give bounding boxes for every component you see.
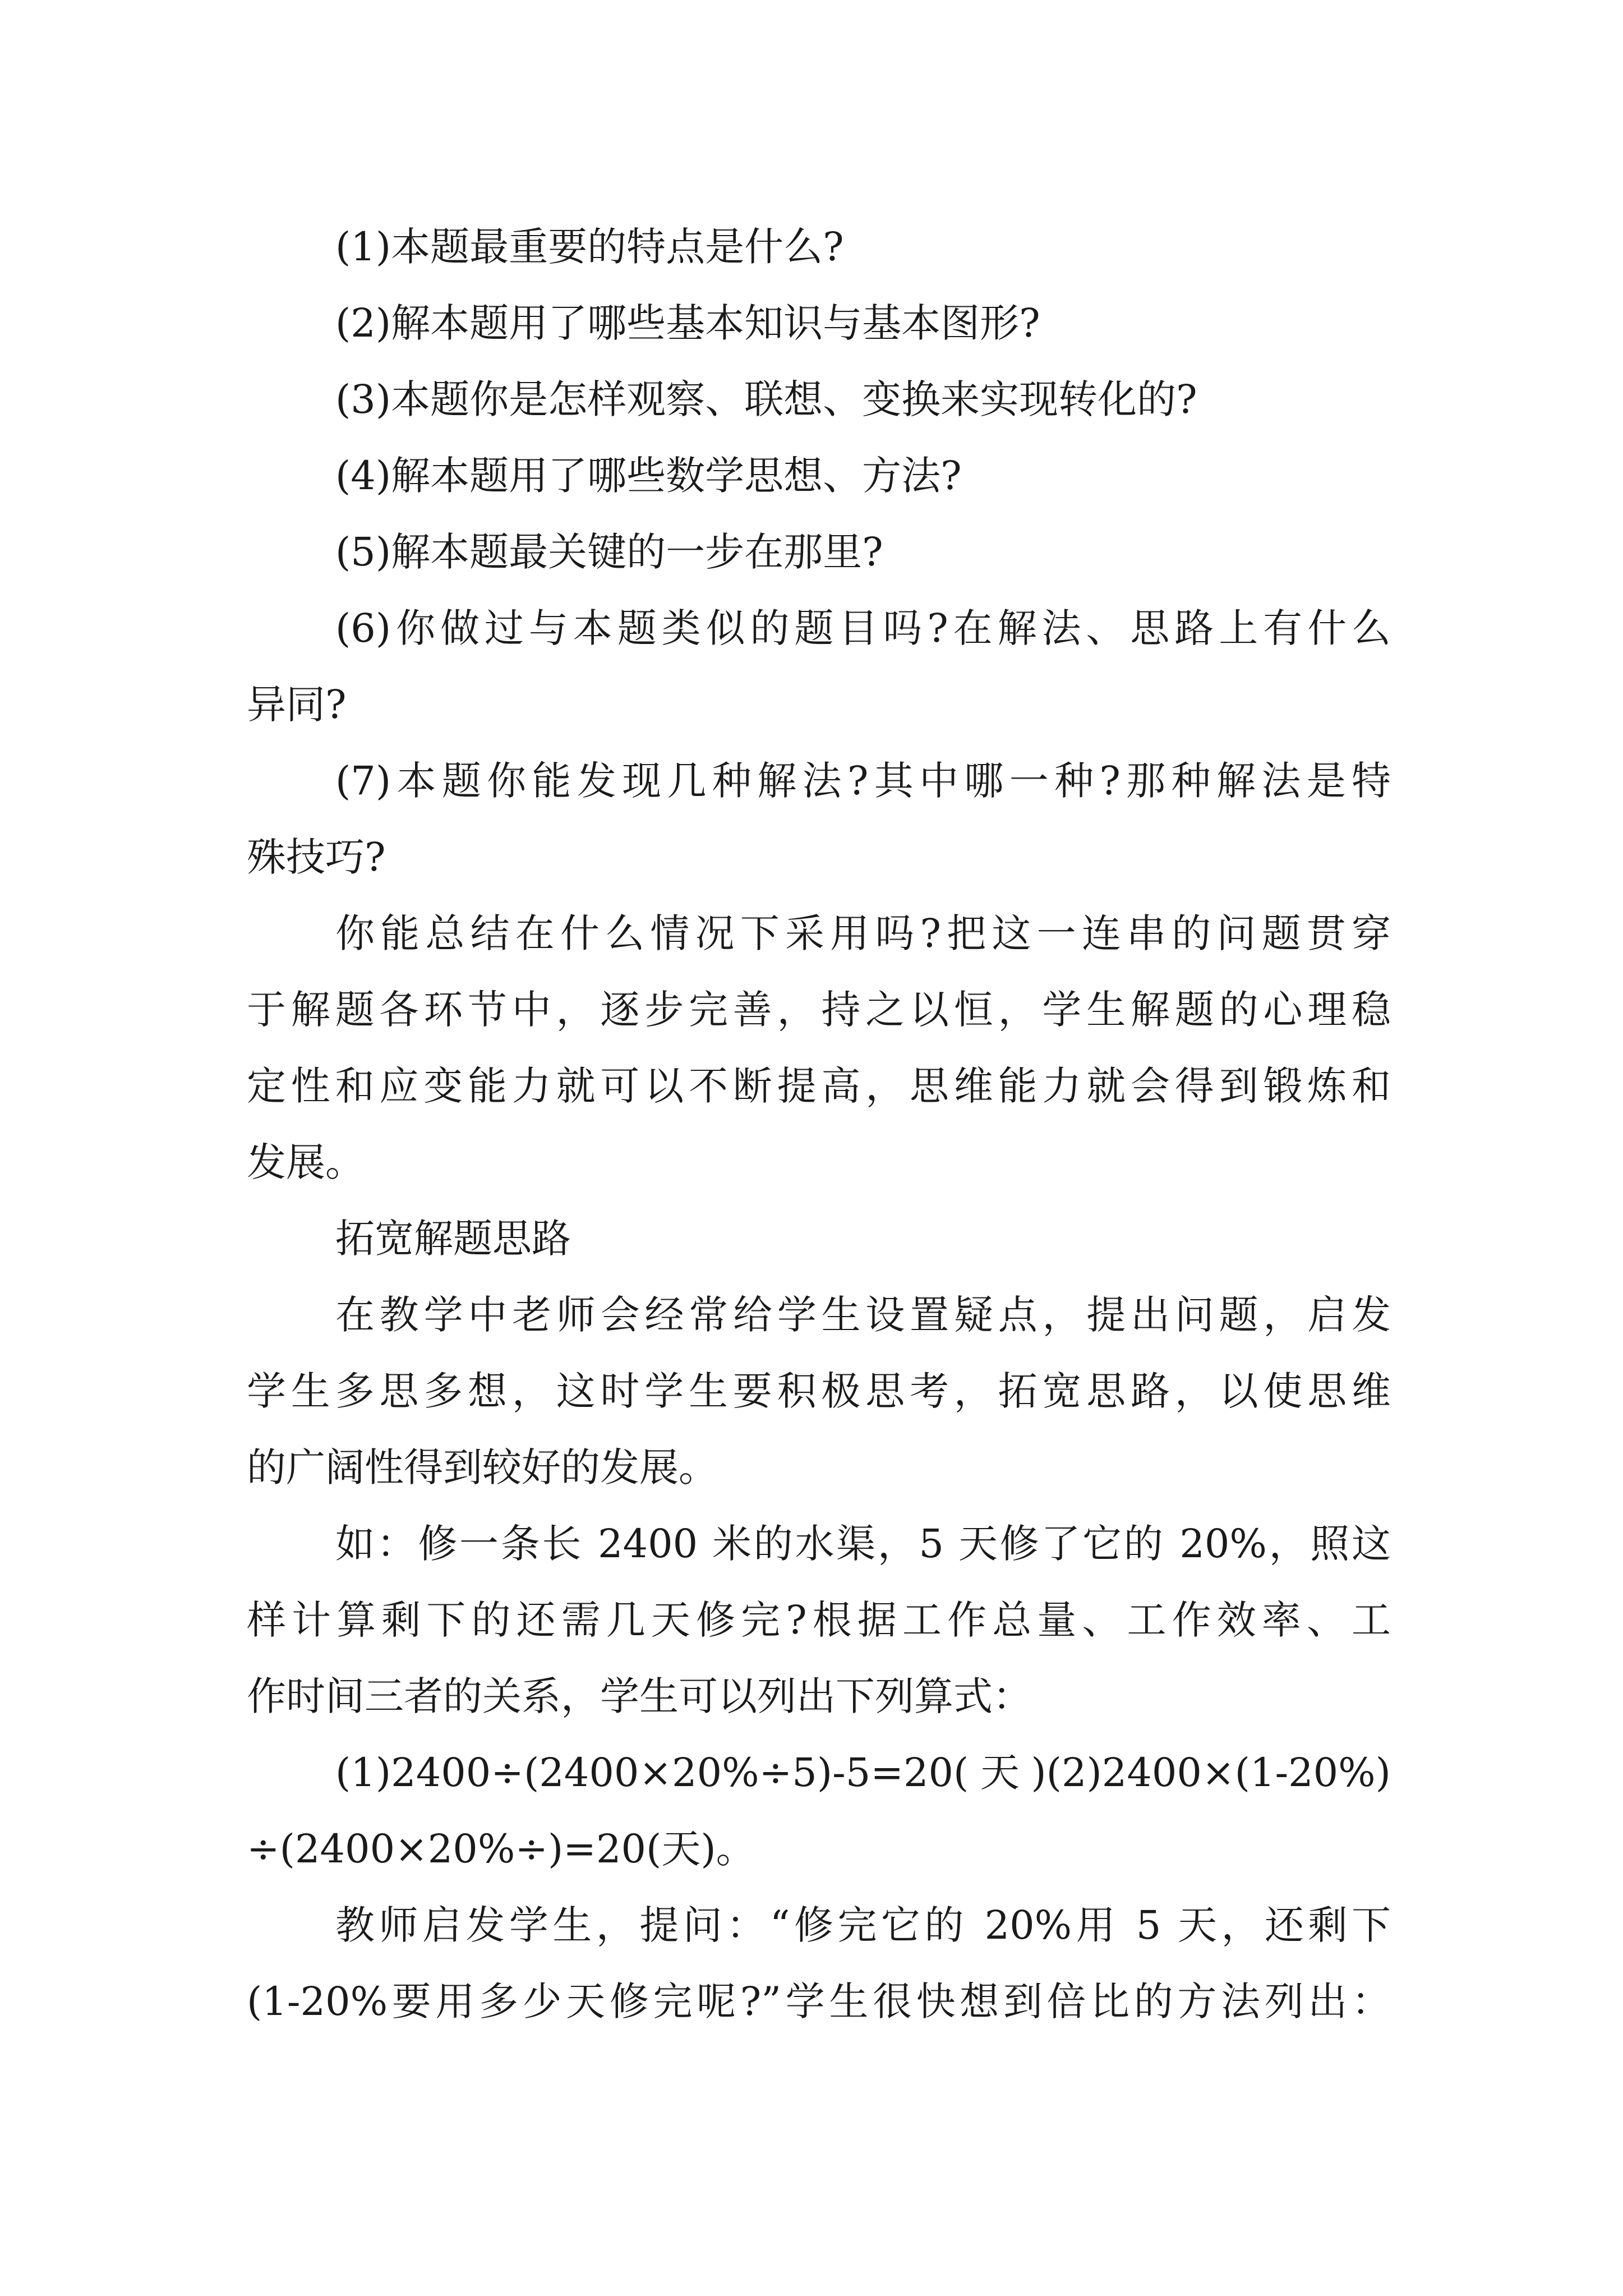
text-line: (6)你做过与本题类似的题目吗?在解法、思路上有什么 [335, 605, 1391, 651]
text-line: 于解题各环节中，逐步完善，持之以恒，学生解题的心理稳 [247, 987, 1391, 1033]
text-line: 在教学中老师会经常给学生设置疑点，提出问题，启发 [335, 1292, 1391, 1338]
text-line: (2)解本题用了哪些基本知识与基本图形? [335, 300, 1040, 346]
text-line: 如：修一条长 2400 米的水渠，5 天修了它的 20%，照这 [335, 1521, 1391, 1567]
text-line: 殊技巧? [247, 834, 386, 880]
text-line: (5)解本题最关键的一步在那里? [335, 529, 883, 575]
text-line: 学生多思多想，这时学生要积极思考，拓宽思路，以使思维 [247, 1368, 1391, 1414]
text-line: 教师启发学生，提问：“修完它的 20%用 5 天，还剩下 [335, 1902, 1391, 1948]
formula-line: (1)2400÷(2400×20%÷5)-5=20(天)(2)2400×(1-20%) [335, 1750, 1391, 1796]
text-line: (1)本题最重要的特点是什么? [335, 224, 844, 270]
text-line: 发展。 [247, 1139, 365, 1185]
text-line: (4)解本题用了哪些数学思想、方法? [335, 453, 962, 499]
formula-line: ÷(2400×20%÷)=20(天)。 [247, 1826, 755, 1872]
text-line: 定性和应变能力就可以不断提高，思维能力就会得到锻炼和 [247, 1063, 1391, 1109]
section-heading: 拓宽解题思路 [335, 1216, 571, 1262]
text-line: (7)本题你能发现几种解法?其中哪一种?那种解法是特 [335, 758, 1391, 804]
text-line: 你能总结在什么情况下采用吗?把这一连串的问题贯穿 [335, 910, 1391, 956]
text-line: (1-20%要用多少天修完呢?”学生很快想到倍比的方法列出： [247, 1978, 1391, 2024]
text-line: (3)本题你是怎样观察、联想、变换来实现转化的? [335, 376, 1197, 422]
text-line: 样计算剩下的还需几天修完?根据工作总量、工作效率、工 [247, 1597, 1391, 1643]
text-line: 的广阔性得到较好的发展。 [247, 1444, 718, 1490]
text-line: 作时间三者的关系，学生可以列出下列算式： [247, 1673, 1032, 1719]
text-line: 异同? [247, 682, 347, 728]
